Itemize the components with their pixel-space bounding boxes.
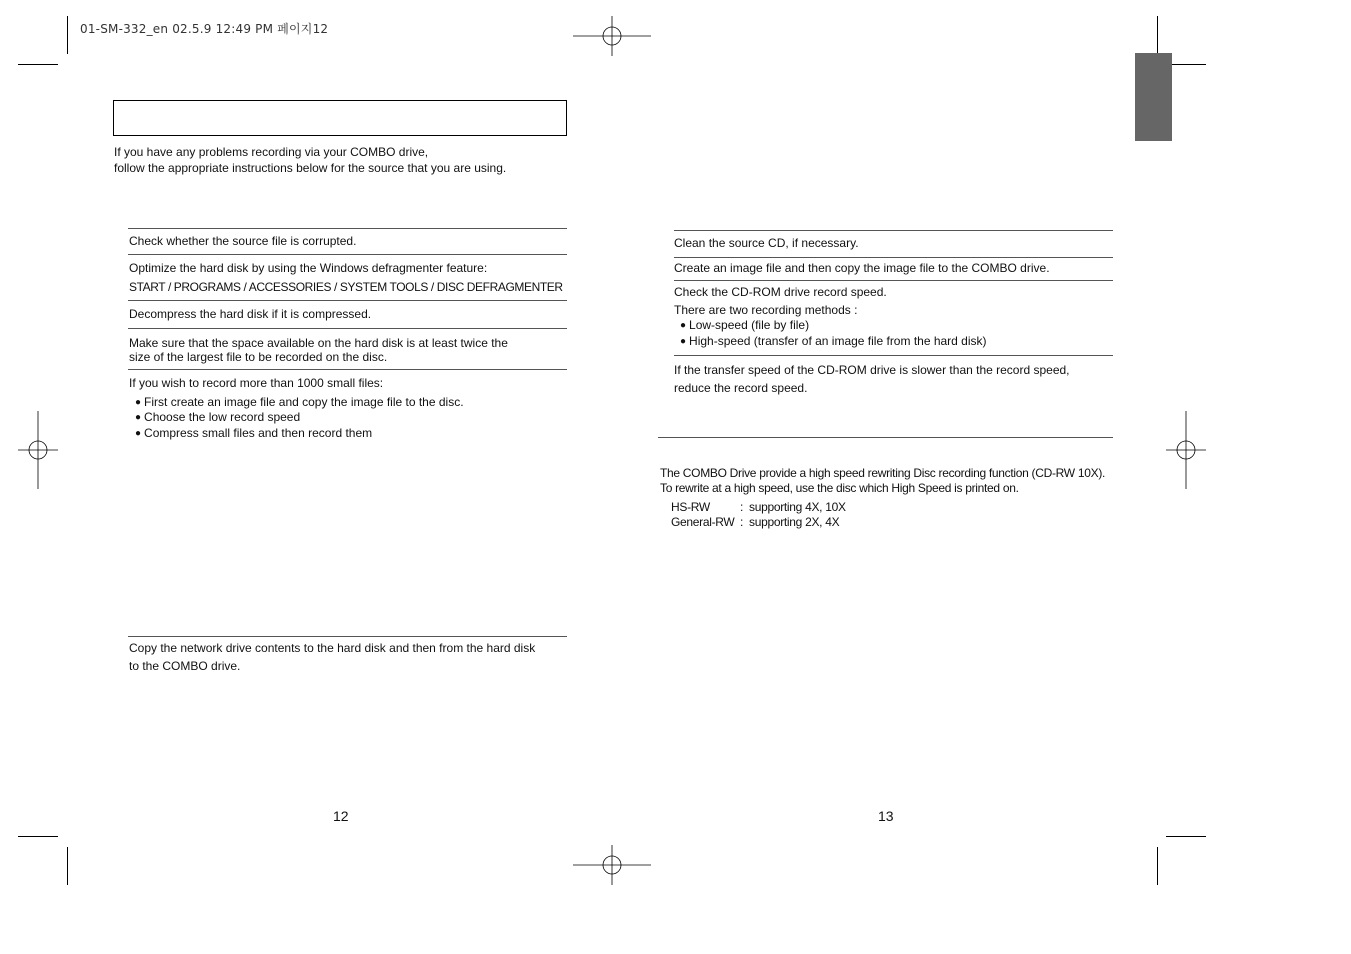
hd-item-2-path: START / PROGRAMS / ACCESSORIES / SYSTEM TOOLS / DISC DEFRAGMENTER	[129, 280, 563, 294]
registration-mark-top-icon	[573, 16, 653, 56]
divider	[674, 230, 1113, 231]
print-slug: 01-SM-332_en 02.5.9 12:49 PM 페이지12	[80, 22, 329, 36]
rewrite-para-1: The COMBO Drive provide a high speed rewriting Disc recording function (CD-RW 10X).	[660, 466, 1106, 480]
rw-row-1-value: supporting 4X, 10X	[749, 500, 846, 514]
cd-item-3-sub: There are two recording methods :	[674, 303, 858, 317]
cd-bullet-1: ● Low-speed (file by file)	[680, 317, 809, 335]
cd-bullet-2: ● High-speed (transfer of an image file from the hard disk)	[680, 333, 987, 351]
registration-mark-left-icon	[18, 411, 60, 491]
rw-row-2-value: supporting 2X, 4X	[749, 515, 840, 529]
intro-line-2: follow the appropriate instructions below for the source that you are using.	[114, 161, 507, 175]
divider	[674, 257, 1113, 258]
hd-bullet-2: ● Choose the low record speed	[135, 409, 300, 427]
divider	[128, 369, 567, 370]
cd-item-2: Create an image file and then copy the image file to the COMBO drive.	[674, 261, 1050, 275]
divider	[674, 355, 1113, 356]
divider	[128, 636, 567, 637]
registration-mark-bottom-icon	[573, 845, 653, 885]
network-line-2: to the COMBO drive.	[129, 659, 241, 673]
rw-row-1-sep: :	[740, 500, 744, 514]
divider	[128, 300, 567, 301]
rw-row-1-label: HS-RW	[671, 500, 710, 514]
divider	[128, 228, 567, 229]
hd-bullet-3: ● Compress small files and then record them	[135, 425, 372, 443]
hd-item-4-line-2: size of the largest file to be recorded on the disc.	[129, 350, 388, 364]
page-number-left: 12	[333, 808, 349, 824]
hd-item-1: Check whether the source file is corrupted.	[129, 234, 357, 248]
divider	[128, 254, 567, 255]
hd-item-3: Decompress the hard disk if it is compressed.	[129, 307, 372, 321]
cd-item-4-line-1: If the transfer speed of the CD-ROM drive is slower than the record speed,	[674, 363, 1070, 377]
hd-item-4-line-1: Make sure that the space available on the hard disk is at least twice the	[129, 336, 508, 350]
cd-item-3: Check the CD-ROM drive record speed.	[674, 285, 887, 299]
rw-row-2-label: General-RW	[671, 515, 735, 529]
divider	[658, 437, 1113, 438]
divider	[128, 328, 567, 329]
cd-item-4-line-2: reduce the record speed.	[674, 381, 808, 395]
side-tab	[1135, 53, 1172, 141]
divider	[674, 280, 1113, 281]
rw-row-2-sep: :	[740, 515, 744, 529]
cd-item-1: Clean the source CD, if necessary.	[674, 236, 859, 250]
page-number-right: 13	[878, 808, 894, 824]
section-title-box	[113, 100, 567, 136]
network-line-1: Copy the network drive contents to the hard disk and then from the hard disk	[129, 641, 536, 655]
rewrite-para-2: To rewrite at a high speed, use the disc which High Speed is printed on.	[660, 481, 1019, 495]
hd-item-2: Optimize the hard disk by using the Windows defragmenter feature:	[129, 261, 488, 275]
hd-bullet-1: ● First create an image file and copy the image file to the disc.	[135, 394, 464, 412]
intro-line-1: If you have any problems recording via your COMBO drive,	[114, 145, 429, 159]
registration-mark-right-icon	[1166, 411, 1208, 491]
hd-item-5: If you wish to record more than 1000 small files:	[129, 376, 384, 390]
